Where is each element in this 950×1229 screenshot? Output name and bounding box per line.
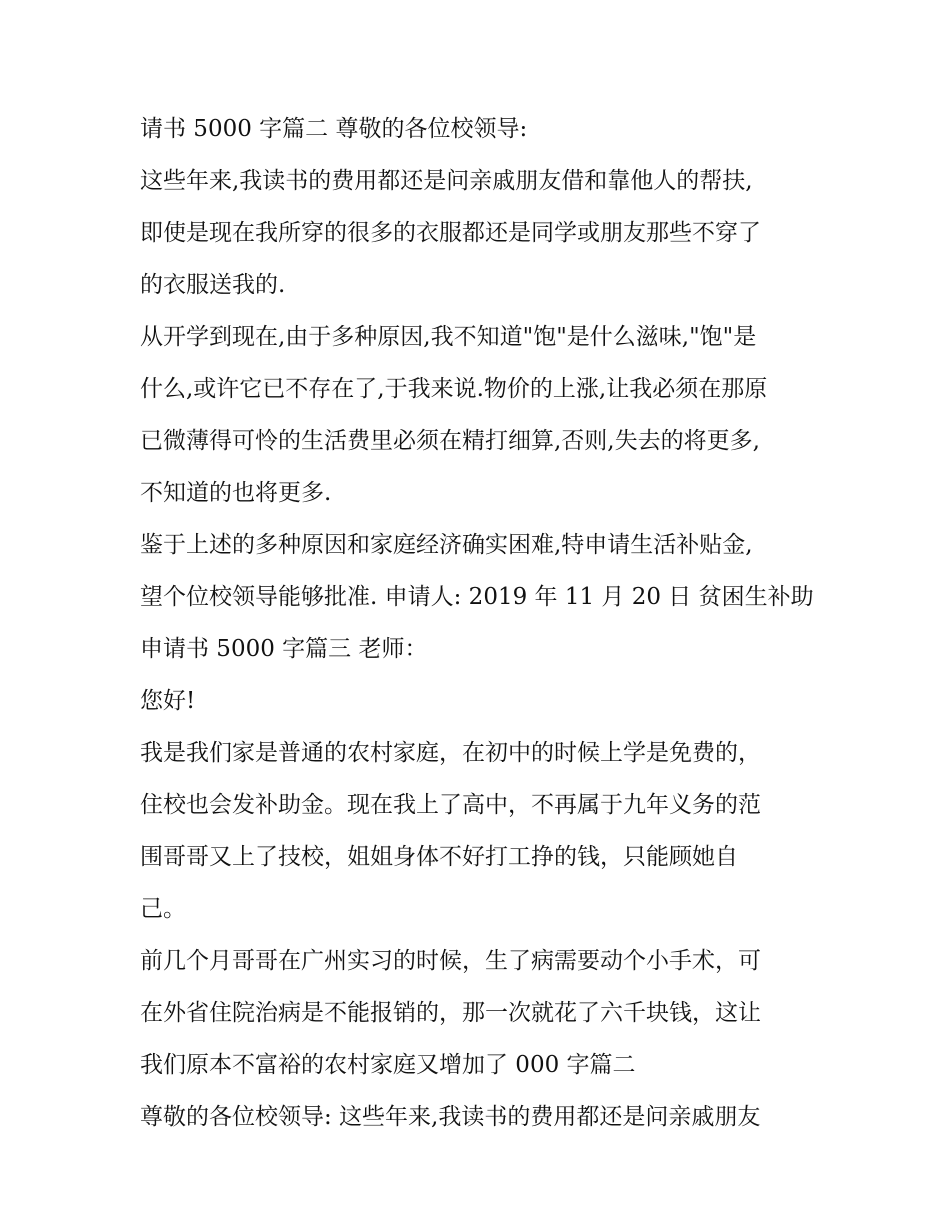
text-line: 即使是现在我所穿的很多的衣服都还是同学或朋友那些不穿了 bbox=[140, 220, 761, 246]
text-line: 在外省住院治病是不能报销的，那一次就花了六千块钱，这让 bbox=[140, 1000, 761, 1026]
text-line: 我们原本不富裕的农村家庭又增加了 000 字篇二 bbox=[140, 1052, 636, 1078]
text-line: 从开学到现在,由于多种原因,我不知道"饱"是什么滋味,"饱"是 bbox=[140, 324, 757, 350]
text-line: 这些年来,我读书的费用都还是问亲戚朋友借和靠他人的帮扶, bbox=[140, 168, 753, 194]
text-line: 已微薄得可怜的生活费里必须在精打细算,否则,失去的将更多, bbox=[140, 428, 760, 454]
text-line: 前几个月哥哥在广州实习的时候，生了病需要动个小手术，可 bbox=[140, 948, 761, 974]
text-line: 您好! bbox=[140, 688, 196, 714]
text-line: 申请书 5000 字篇三 老师： bbox=[140, 636, 428, 662]
text-line: 的衣服送我的. bbox=[140, 272, 286, 298]
text-line: 尊敬的各位校领导: 这些年来,我读书的费用都还是问亲戚朋友 bbox=[140, 1104, 761, 1130]
text-line: 住校也会发补助金。现在我上了高中，不再属于九年义务的范 bbox=[140, 792, 761, 818]
document-body bbox=[140, 110, 830, 1137]
text-line: 什么,或许它已不存在了,于我来说.物价的上涨,让我必须在那原 bbox=[140, 376, 768, 402]
text-line: 鉴于上述的多种原因和家庭经济确实困难,特申请生活补贴金, bbox=[140, 532, 753, 558]
text-line: 己。 bbox=[140, 896, 186, 922]
text-line: 围哥哥又上了技校，姐姐身体不好打工挣的钱，只能顾她自 bbox=[140, 844, 738, 870]
text-line: 我是我们家是普通的农村家庭，在初中的时候上学是免费的， bbox=[140, 740, 761, 766]
text-line: 请书 5000 字篇二 尊敬的各位校领导: bbox=[140, 116, 528, 142]
text-line: 不知道的也将更多. bbox=[140, 480, 332, 506]
text-line: 望个位校领导能够批准. 申请人: 2019 年 11 月 20 日 贫困生补助 bbox=[140, 584, 814, 610]
